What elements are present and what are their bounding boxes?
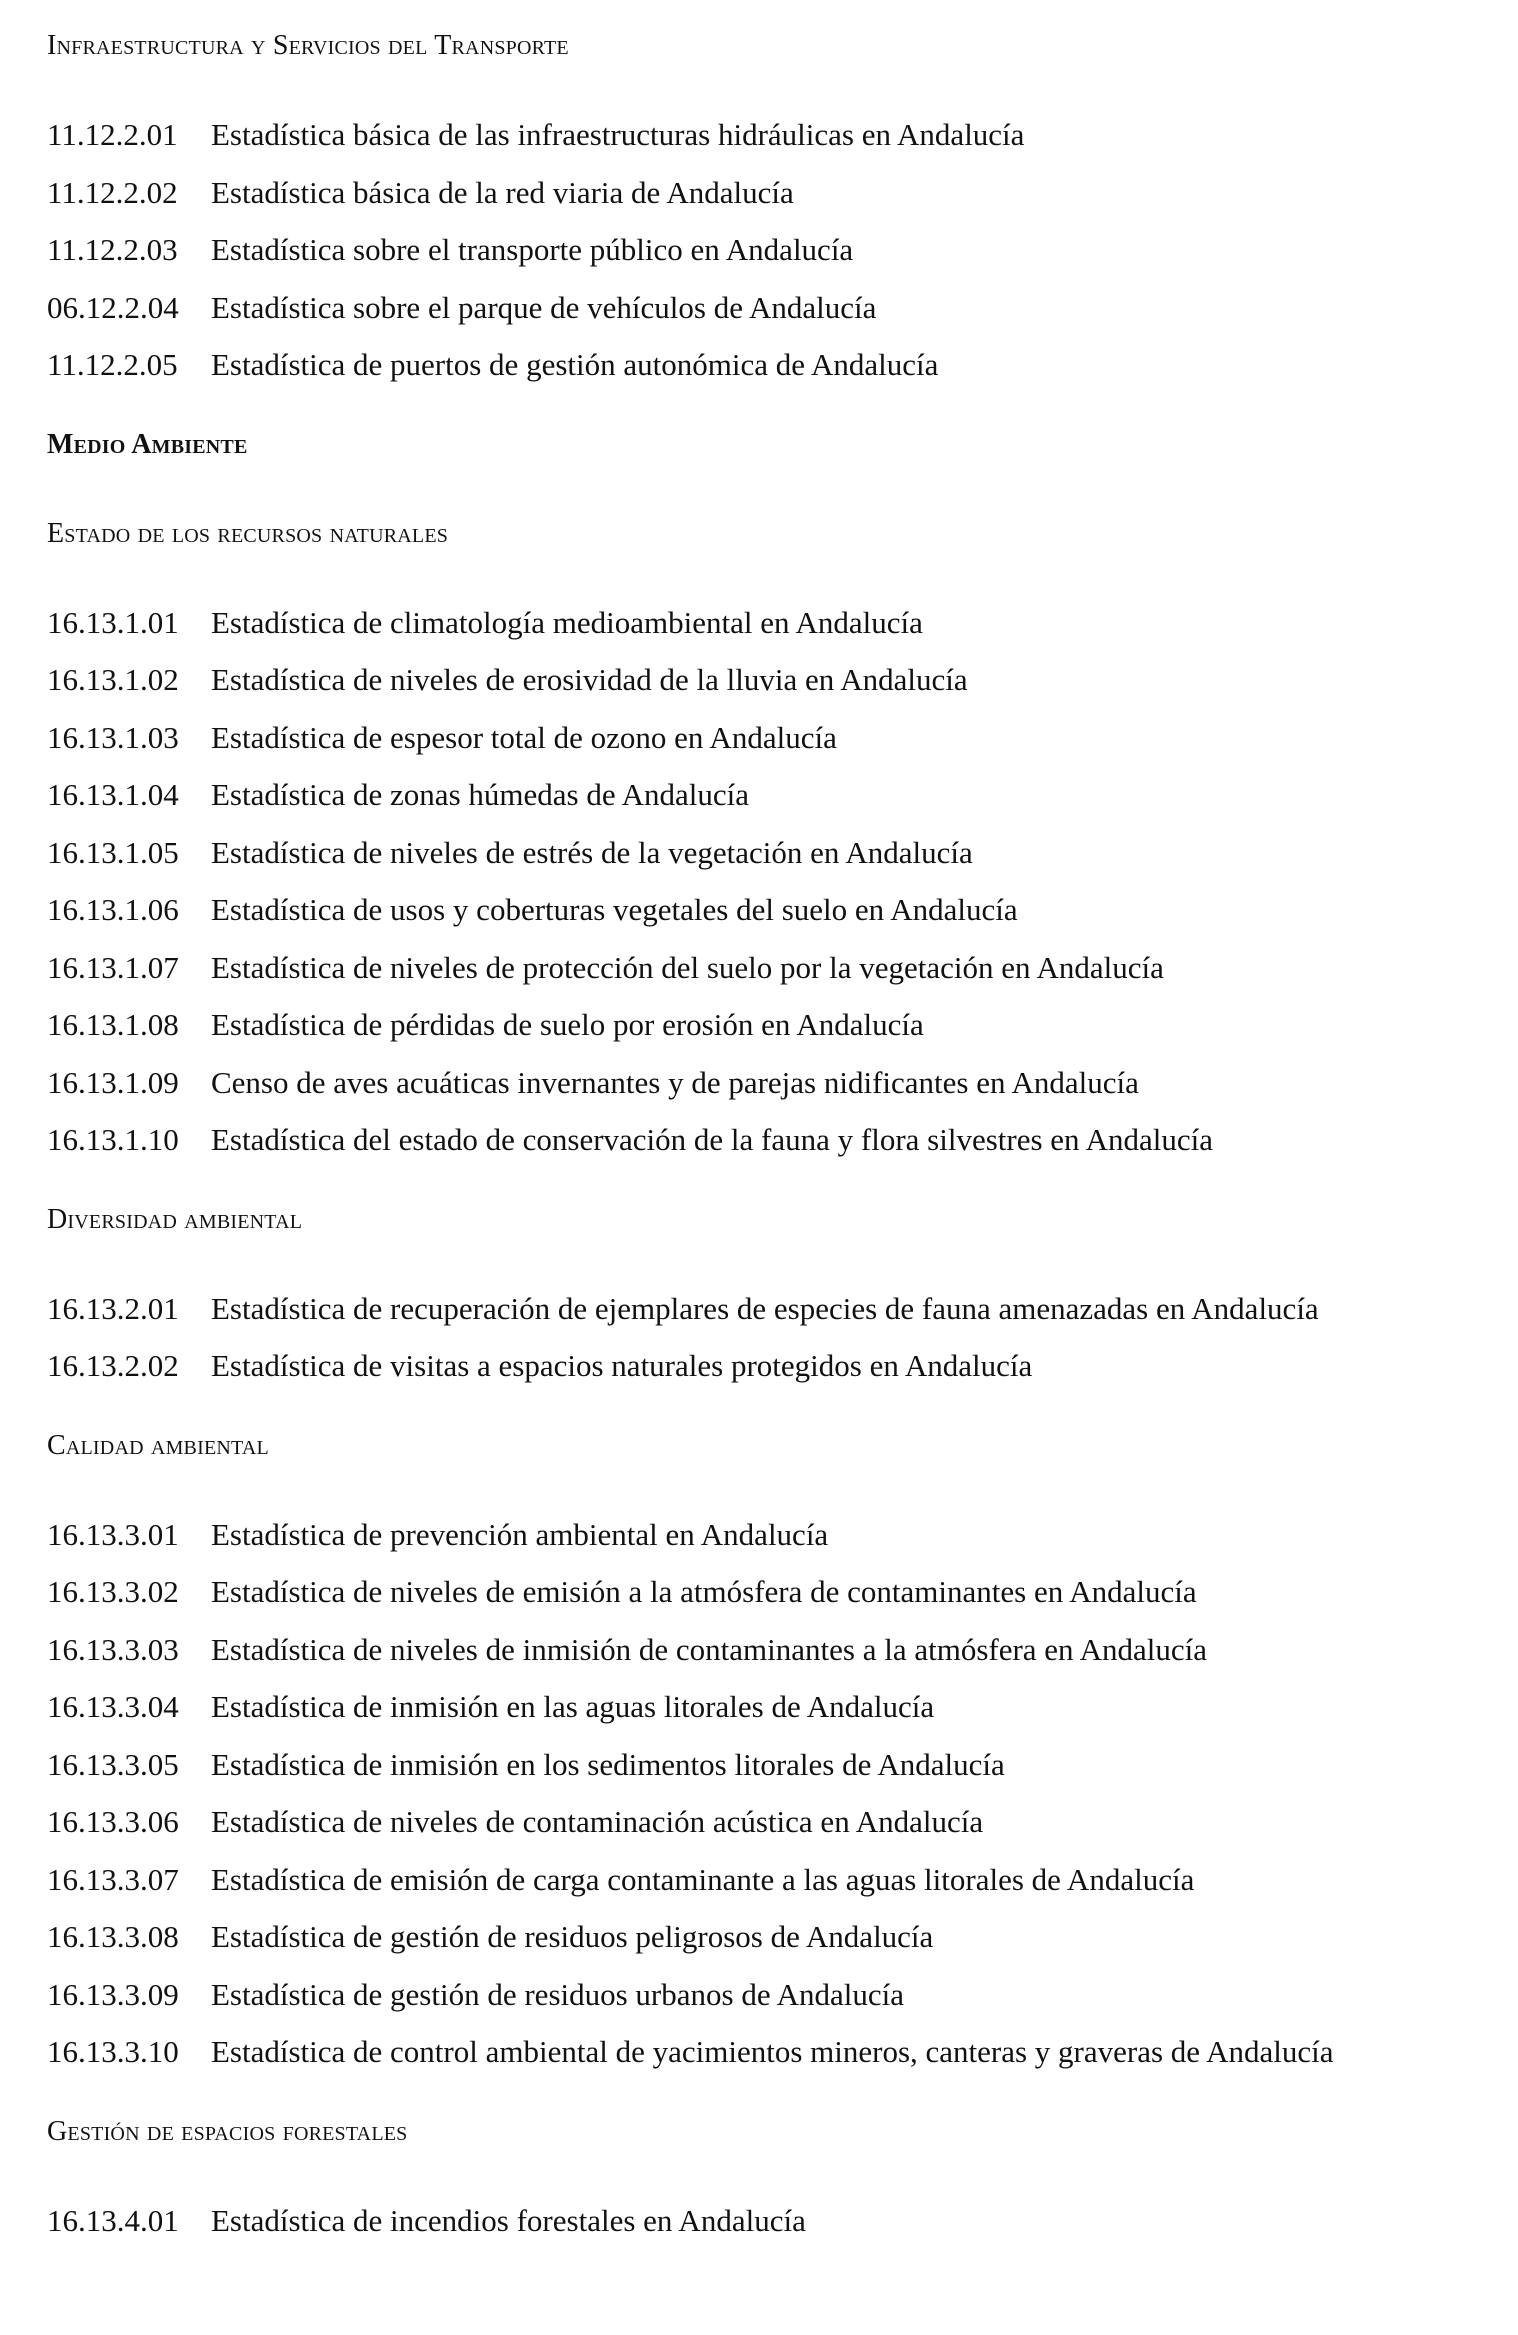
- statistic-entry: [47, 115, 1487, 173]
- statistic-code: 16.13.1.02: [47, 662, 179, 697]
- statistic-code: 16.13.2.02: [47, 1348, 179, 1383]
- statistic-code: 16.13.3.08: [47, 1919, 179, 1954]
- statistic-entry: [47, 345, 1487, 403]
- spacer: [47, 2152, 1487, 2201]
- spacer: [47, 2258, 1487, 2280]
- statistic-title: Estadística de prevención ambiental en Andalucía: [211, 1516, 829, 1552]
- statistic-code: 16.13.3.04: [47, 1689, 179, 1724]
- statistic-code: 16.13.2.01: [47, 1290, 179, 1326]
- statistic-title: Estadística de niveles de inmisión de contaminantes a la atmósfera en Andalucía: [211, 1631, 1207, 1667]
- statistic-title: Estadística de incendios forestales en Andalucía: [211, 2202, 806, 2238]
- spacer: [47, 403, 1487, 425]
- statistic-title: Estadística sobre el transporte público en Andalucía: [211, 232, 854, 267]
- statistic-entry: [47, 1917, 1487, 1975]
- statistic-title: Estadística de emisión de carga contaminante a las aguas litorales de Andalucía: [211, 1861, 1195, 1897]
- statistic-title: Estadística de recuperación de ejemplares de especies de fauna amenazadas en Andalucía: [211, 1290, 1319, 1326]
- section-heading: Gestión de espacios forestales: [47, 2115, 408, 2147]
- statistic-title: Estadística de inmisión en los sedimentos litorales de Andalucía: [211, 1746, 1005, 1782]
- spacer: [47, 465, 1487, 514]
- statistic-title: Estadística de control ambiental de yacimientos mineros, canteras y graveras de Andalucía: [211, 2034, 1334, 2069]
- section-heading: Estado de los recursos naturales: [47, 517, 449, 549]
- statistic-entry: [47, 948, 1487, 1006]
- statistic-entry: [47, 288, 1487, 346]
- statistic-code: 16.13.1.06: [47, 892, 179, 927]
- spacer: [47, 554, 1487, 603]
- statistic-title: Estadística de niveles de protección del suelo por la vegetación en Andalucía: [211, 949, 1164, 985]
- statistic-title: Estadística de puertos de gestión autonómica de Andalucía: [211, 347, 939, 382]
- statistic-entry: [47, 1063, 1487, 1121]
- statistic-entry: [47, 1745, 1487, 1803]
- statistic-code: 16.13.1.08: [47, 1007, 179, 1042]
- statistic-title: Estadística de visitas a espacios naturales protegidos en Andalucía: [211, 1348, 1033, 1383]
- chapter-heading: Medio Ambiente: [47, 428, 248, 460]
- statistic-title: Estadística de inmisión en las aguas litorales de Andalucía: [211, 1689, 935, 1724]
- statistic-entry: [47, 603, 1487, 661]
- statistic-entry: [47, 230, 1487, 288]
- statistic-entry: [47, 1289, 1487, 1347]
- statistic-code: 16.13.3.01: [47, 1516, 179, 1552]
- statistic-entry: [47, 660, 1487, 718]
- statistic-entry: [47, 1860, 1487, 1918]
- statistic-entry: [47, 1572, 1487, 1630]
- spacer: [47, 1240, 1487, 1289]
- statistic-code: 16.13.3.07: [47, 1861, 179, 1897]
- statistic-title: Estadística de gestión de residuos urbanos de Andalucía: [211, 1976, 905, 2012]
- statistic-code: 16.13.3.09: [47, 1976, 179, 2012]
- statistic-title: Estadística de zonas húmedas de Andalucía: [211, 777, 750, 812]
- statistic-code: 16.13.1.05: [47, 834, 179, 870]
- statistic-title: Estadística de espesor total de ozono en Andalucía: [211, 719, 837, 755]
- statistic-entry: [47, 1515, 1487, 1573]
- statistic-entry: [47, 1346, 1487, 1404]
- statistic-title: Estadística de niveles de emisión a la atmósfera de contaminantes en Andalucía: [211, 1574, 1197, 1609]
- statistic-code: 16.13.3.10: [47, 2034, 179, 2069]
- statistic-code: 16.13.1.10: [47, 1122, 179, 1157]
- spacer: [47, 1178, 1487, 1200]
- statistic-title: Estadística de niveles de estrés de la vegetación en Andalucía: [211, 834, 973, 870]
- statistic-entry: [47, 1630, 1487, 1688]
- statistic-code: 16.13.1.07: [47, 949, 179, 985]
- statistic-code: 11.12.2.05: [47, 347, 178, 382]
- statistic-entry: [47, 1120, 1487, 1178]
- statistic-title: Estadística de usos y coberturas vegetales del suelo en Andalucía: [211, 892, 1018, 927]
- statistic-code: 16.13.1.04: [47, 777, 179, 812]
- statistic-entry: [47, 890, 1487, 948]
- statistic-code: 16.13.1.03: [47, 719, 179, 755]
- statistic-title: Estadística de climatología medioambiental en Andalucía: [211, 604, 923, 640]
- statistic-code: 11.12.2.02: [47, 174, 178, 210]
- statistic-code: 16.13.3.06: [47, 1804, 179, 1839]
- document-body: [47, 26, 1487, 2280]
- statistic-title: Estadística básica de la red viaria de Andalucía: [211, 174, 794, 210]
- spacer: [47, 66, 1487, 115]
- statistic-title: Estadística de niveles de erosividad de la lluvia en Andalucía: [211, 662, 968, 697]
- section-heading: Calidad ambiental: [47, 1429, 269, 1461]
- statistic-code: 16.13.3.03: [47, 1631, 179, 1667]
- statistic-code: 16.13.3.05: [47, 1746, 179, 1782]
- statistic-title: Estadística de pérdidas de suelo por erosión en Andalucía: [211, 1007, 924, 1042]
- statistic-entry: [47, 1802, 1487, 1860]
- statistic-code: 16.13.4.01: [47, 2202, 179, 2238]
- statistic-code: 16.13.3.02: [47, 1574, 179, 1609]
- statistic-entry: [47, 775, 1487, 833]
- statistic-entry: [47, 2201, 1487, 2259]
- statistic-entry: [47, 2032, 1487, 2090]
- statistic-entry: [47, 718, 1487, 776]
- section-heading: Infraestructura y Servicios del Transporte: [47, 30, 569, 61]
- statistic-code: 11.12.2.01: [47, 117, 178, 152]
- statistic-code: 16.13.1.09: [47, 1064, 179, 1100]
- statistic-code: 16.13.1.01: [47, 604, 179, 640]
- statistic-entry: [47, 1687, 1487, 1745]
- statistic-title: Censo de aves acuáticas invernantes y de parejas nidificantes en Andalucía: [211, 1064, 1139, 1100]
- statistic-title: Estadística del estado de conservación de la fauna y flora silvestres en Andalucía: [211, 1122, 1213, 1157]
- spacer: [47, 1404, 1487, 1426]
- statistic-entry: [47, 1005, 1487, 1063]
- statistic-entry: [47, 1975, 1487, 2033]
- spacer: [47, 2090, 1487, 2112]
- section-heading: Diversidad ambiental: [47, 1203, 303, 1235]
- statistic-entry: [47, 173, 1487, 231]
- statistic-title: Estadística básica de las infraestructuras hidráulicas en Andalucía: [211, 117, 1025, 152]
- statistic-code: 11.12.2.03: [47, 232, 178, 267]
- spacer: [47, 1466, 1487, 1515]
- statistic-code: 06.12.2.04: [47, 289, 179, 325]
- statistic-title: Estadística de gestión de residuos peligrosos de Andalucía: [211, 1919, 934, 1954]
- statistic-entry: [47, 833, 1487, 891]
- statistic-title: Estadística sobre el parque de vehículos de Andalucía: [211, 289, 877, 325]
- statistic-title: Estadística de niveles de contaminación acústica en Andalucía: [211, 1804, 984, 1839]
